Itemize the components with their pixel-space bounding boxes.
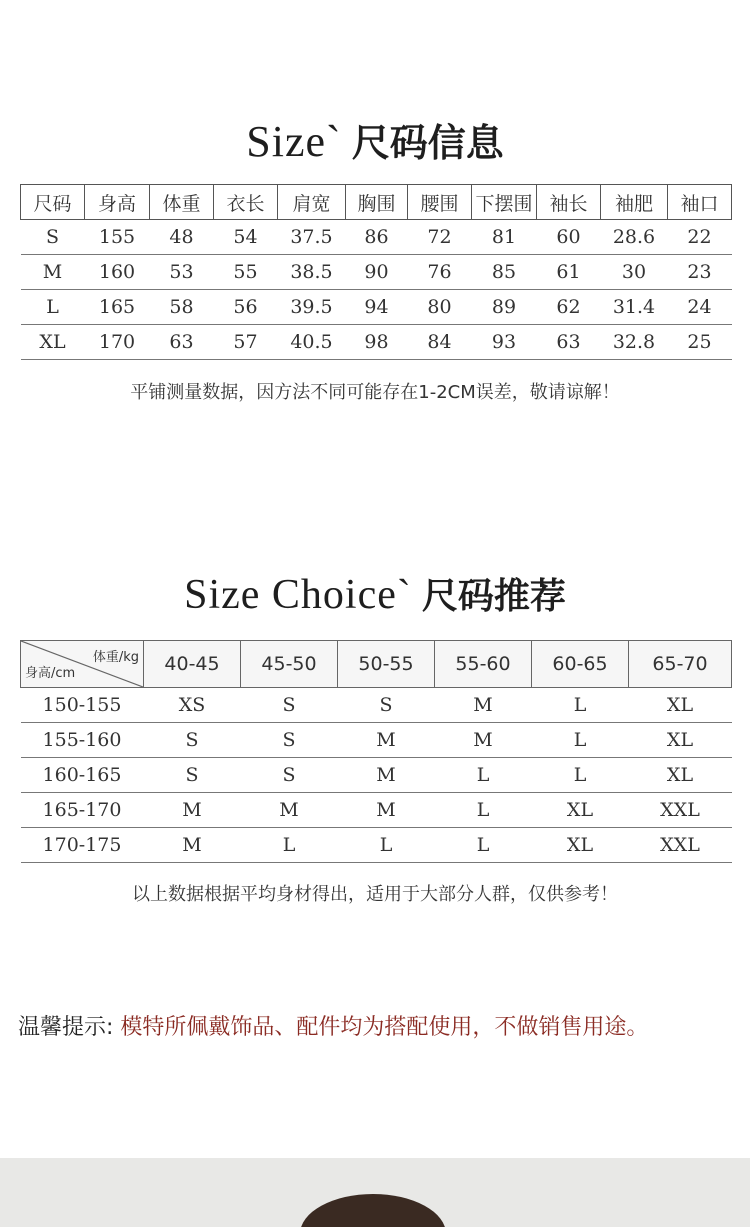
chest-cell: 90 bbox=[346, 255, 408, 290]
height-cell: 170 bbox=[85, 325, 150, 360]
size-info-title-cn: 尺码信息 bbox=[351, 121, 504, 165]
height-range-cell: 170-175 bbox=[21, 828, 144, 863]
warm-tip bbox=[18, 1010, 648, 1041]
recommended-size-cell: M bbox=[144, 828, 241, 863]
length-cell: 56 bbox=[214, 290, 278, 325]
hem-cell: 89 bbox=[472, 290, 537, 325]
sleeve-length-cell: 63 bbox=[537, 325, 601, 360]
height-cell: 165 bbox=[85, 290, 150, 325]
recommended-size-cell: L bbox=[532, 723, 629, 758]
recommended-size-cell: XL bbox=[629, 723, 732, 758]
sleeve-width-cell: 30 bbox=[601, 255, 668, 290]
recommended-size-cell: M bbox=[435, 688, 532, 723]
table-row bbox=[21, 220, 732, 255]
recommended-size-cell: L bbox=[435, 793, 532, 828]
length-cell: 57 bbox=[214, 325, 278, 360]
cuff-cell: 25 bbox=[668, 325, 732, 360]
shoulder-cell: 39.5 bbox=[278, 290, 346, 325]
model-hair bbox=[300, 1194, 446, 1227]
table-row bbox=[21, 290, 732, 325]
size-info-header-cell: 衣长 bbox=[214, 185, 278, 220]
cuff-cell: 22 bbox=[668, 220, 732, 255]
size-info-header-cell: 袖长 bbox=[537, 185, 601, 220]
size-info-header-cell: 尺码 bbox=[21, 185, 85, 220]
size-info-header-cell: 胸围 bbox=[346, 185, 408, 220]
weight-header-cell: 45-50 bbox=[241, 641, 338, 688]
height-range-cell: 165-170 bbox=[21, 793, 144, 828]
recommended-size-cell: XS bbox=[144, 688, 241, 723]
recommended-size-cell: M bbox=[338, 793, 435, 828]
size-info-title-en: Size` bbox=[246, 117, 342, 166]
recommended-size-cell: S bbox=[338, 688, 435, 723]
length-cell: 54 bbox=[214, 220, 278, 255]
height-range-cell: 155-160 bbox=[21, 723, 144, 758]
recommended-size-cell: XL bbox=[629, 758, 732, 793]
recommended-size-cell: S bbox=[241, 688, 338, 723]
recommended-size-cell: M bbox=[144, 793, 241, 828]
size-info-header-cell: 袖肥 bbox=[601, 185, 668, 220]
recommended-size-cell: L bbox=[532, 688, 629, 723]
sleeve-length-cell: 61 bbox=[537, 255, 601, 290]
table-row bbox=[21, 793, 732, 828]
size-info-header-cell: 下摆围 bbox=[472, 185, 537, 220]
chest-cell: 94 bbox=[346, 290, 408, 325]
table-row bbox=[21, 325, 732, 360]
warm-tip-label: 温馨提示: bbox=[18, 1015, 114, 1040]
size-info-note: 平铺测量数据，因方法不同可能存在1-2CM误差，敬请谅解！ bbox=[130, 382, 620, 403]
size-info-header-cell: 体重 bbox=[150, 185, 214, 220]
recommended-size-cell: XL bbox=[532, 828, 629, 863]
weight-cell: 53 bbox=[150, 255, 214, 290]
shoulder-cell: 37.5 bbox=[278, 220, 346, 255]
recommended-size-cell: XXL bbox=[629, 793, 732, 828]
table-row bbox=[21, 828, 732, 863]
cuff-cell: 23 bbox=[668, 255, 732, 290]
weight-cell: 58 bbox=[150, 290, 214, 325]
recommended-size-cell: S bbox=[144, 723, 241, 758]
size-info-header-cell: 腰围 bbox=[408, 185, 472, 220]
weight-header-cell: 65-70 bbox=[629, 641, 732, 688]
table-row bbox=[21, 255, 732, 290]
cuff-cell: 24 bbox=[668, 290, 732, 325]
size-choice-title-cn: 尺码推荐 bbox=[421, 576, 566, 617]
sleeve-width-cell: 28.6 bbox=[601, 220, 668, 255]
height-cell: 155 bbox=[85, 220, 150, 255]
weight-cell: 63 bbox=[150, 325, 214, 360]
size-info-header-cell: 肩宽 bbox=[278, 185, 346, 220]
recommended-size-cell: L bbox=[241, 828, 338, 863]
recommended-size-cell: XXL bbox=[629, 828, 732, 863]
size-info-header-cell: 身高 bbox=[85, 185, 150, 220]
size-info-table bbox=[20, 184, 732, 360]
size-choice-header-row bbox=[21, 641, 732, 688]
corner-header-cell bbox=[21, 641, 144, 688]
table-row bbox=[21, 688, 732, 723]
recommended-size-cell: M bbox=[241, 793, 338, 828]
recommended-size-cell: M bbox=[338, 758, 435, 793]
model-photo bbox=[0, 1158, 750, 1227]
sleeve-width-cell: 31.4 bbox=[601, 290, 668, 325]
hem-cell: 93 bbox=[472, 325, 537, 360]
recommended-size-cell: L bbox=[532, 758, 629, 793]
recommended-size-cell: XL bbox=[629, 688, 732, 723]
size-choice-table bbox=[20, 640, 732, 863]
recommended-size-cell: S bbox=[241, 758, 338, 793]
hem-cell: 85 bbox=[472, 255, 537, 290]
weight-header-cell: 50-55 bbox=[338, 641, 435, 688]
shoulder-cell: 38.5 bbox=[278, 255, 346, 290]
size-choice-title bbox=[0, 568, 750, 619]
recommended-size-cell: M bbox=[435, 723, 532, 758]
size-cell: M bbox=[21, 255, 85, 290]
size-choice-title-en: Size Choice` bbox=[184, 572, 412, 618]
corner-weight-label: 体重/kg bbox=[92, 650, 139, 665]
shoulder-cell: 40.5 bbox=[278, 325, 346, 360]
size-choice-note: 以上数据根据平均身材得出，适用于大部分人群，仅供参考！ bbox=[132, 884, 618, 905]
table-row bbox=[21, 758, 732, 793]
hem-cell: 81 bbox=[472, 220, 537, 255]
weight-header-cell: 55-60 bbox=[435, 641, 532, 688]
recommended-size-cell: S bbox=[241, 723, 338, 758]
weight-header-cell: 60-65 bbox=[532, 641, 629, 688]
corner-height-label: 身高/cm bbox=[25, 666, 76, 681]
waist-cell: 84 bbox=[408, 325, 472, 360]
chest-cell: 86 bbox=[346, 220, 408, 255]
sleeve-width-cell: 32.8 bbox=[601, 325, 668, 360]
sleeve-length-cell: 60 bbox=[537, 220, 601, 255]
height-cell: 160 bbox=[85, 255, 150, 290]
recommended-size-cell: L bbox=[435, 828, 532, 863]
chest-cell: 98 bbox=[346, 325, 408, 360]
recommended-size-cell: L bbox=[338, 828, 435, 863]
waist-cell: 72 bbox=[408, 220, 472, 255]
sleeve-length-cell: 62 bbox=[537, 290, 601, 325]
recommended-size-cell: XL bbox=[532, 793, 629, 828]
waist-cell: 76 bbox=[408, 255, 472, 290]
table-row bbox=[21, 723, 732, 758]
size-info-title bbox=[0, 112, 750, 167]
recommended-size-cell: L bbox=[435, 758, 532, 793]
waist-cell: 80 bbox=[408, 290, 472, 325]
height-range-cell: 150-155 bbox=[21, 688, 144, 723]
size-info-header-cell: 袖口 bbox=[668, 185, 732, 220]
warm-tip-text: 模特所佩戴饰品、配件均为搭配使用，不做销售用途。 bbox=[113, 1015, 649, 1040]
height-range-cell: 160-165 bbox=[21, 758, 144, 793]
length-cell: 55 bbox=[214, 255, 278, 290]
size-cell: XL bbox=[21, 325, 85, 360]
size-info-header-row bbox=[21, 185, 732, 220]
size-cell: L bbox=[21, 290, 85, 325]
recommended-size-cell: M bbox=[338, 723, 435, 758]
weight-cell: 48 bbox=[150, 220, 214, 255]
recommended-size-cell: S bbox=[144, 758, 241, 793]
weight-header-cell: 40-45 bbox=[144, 641, 241, 688]
size-cell: S bbox=[21, 220, 85, 255]
